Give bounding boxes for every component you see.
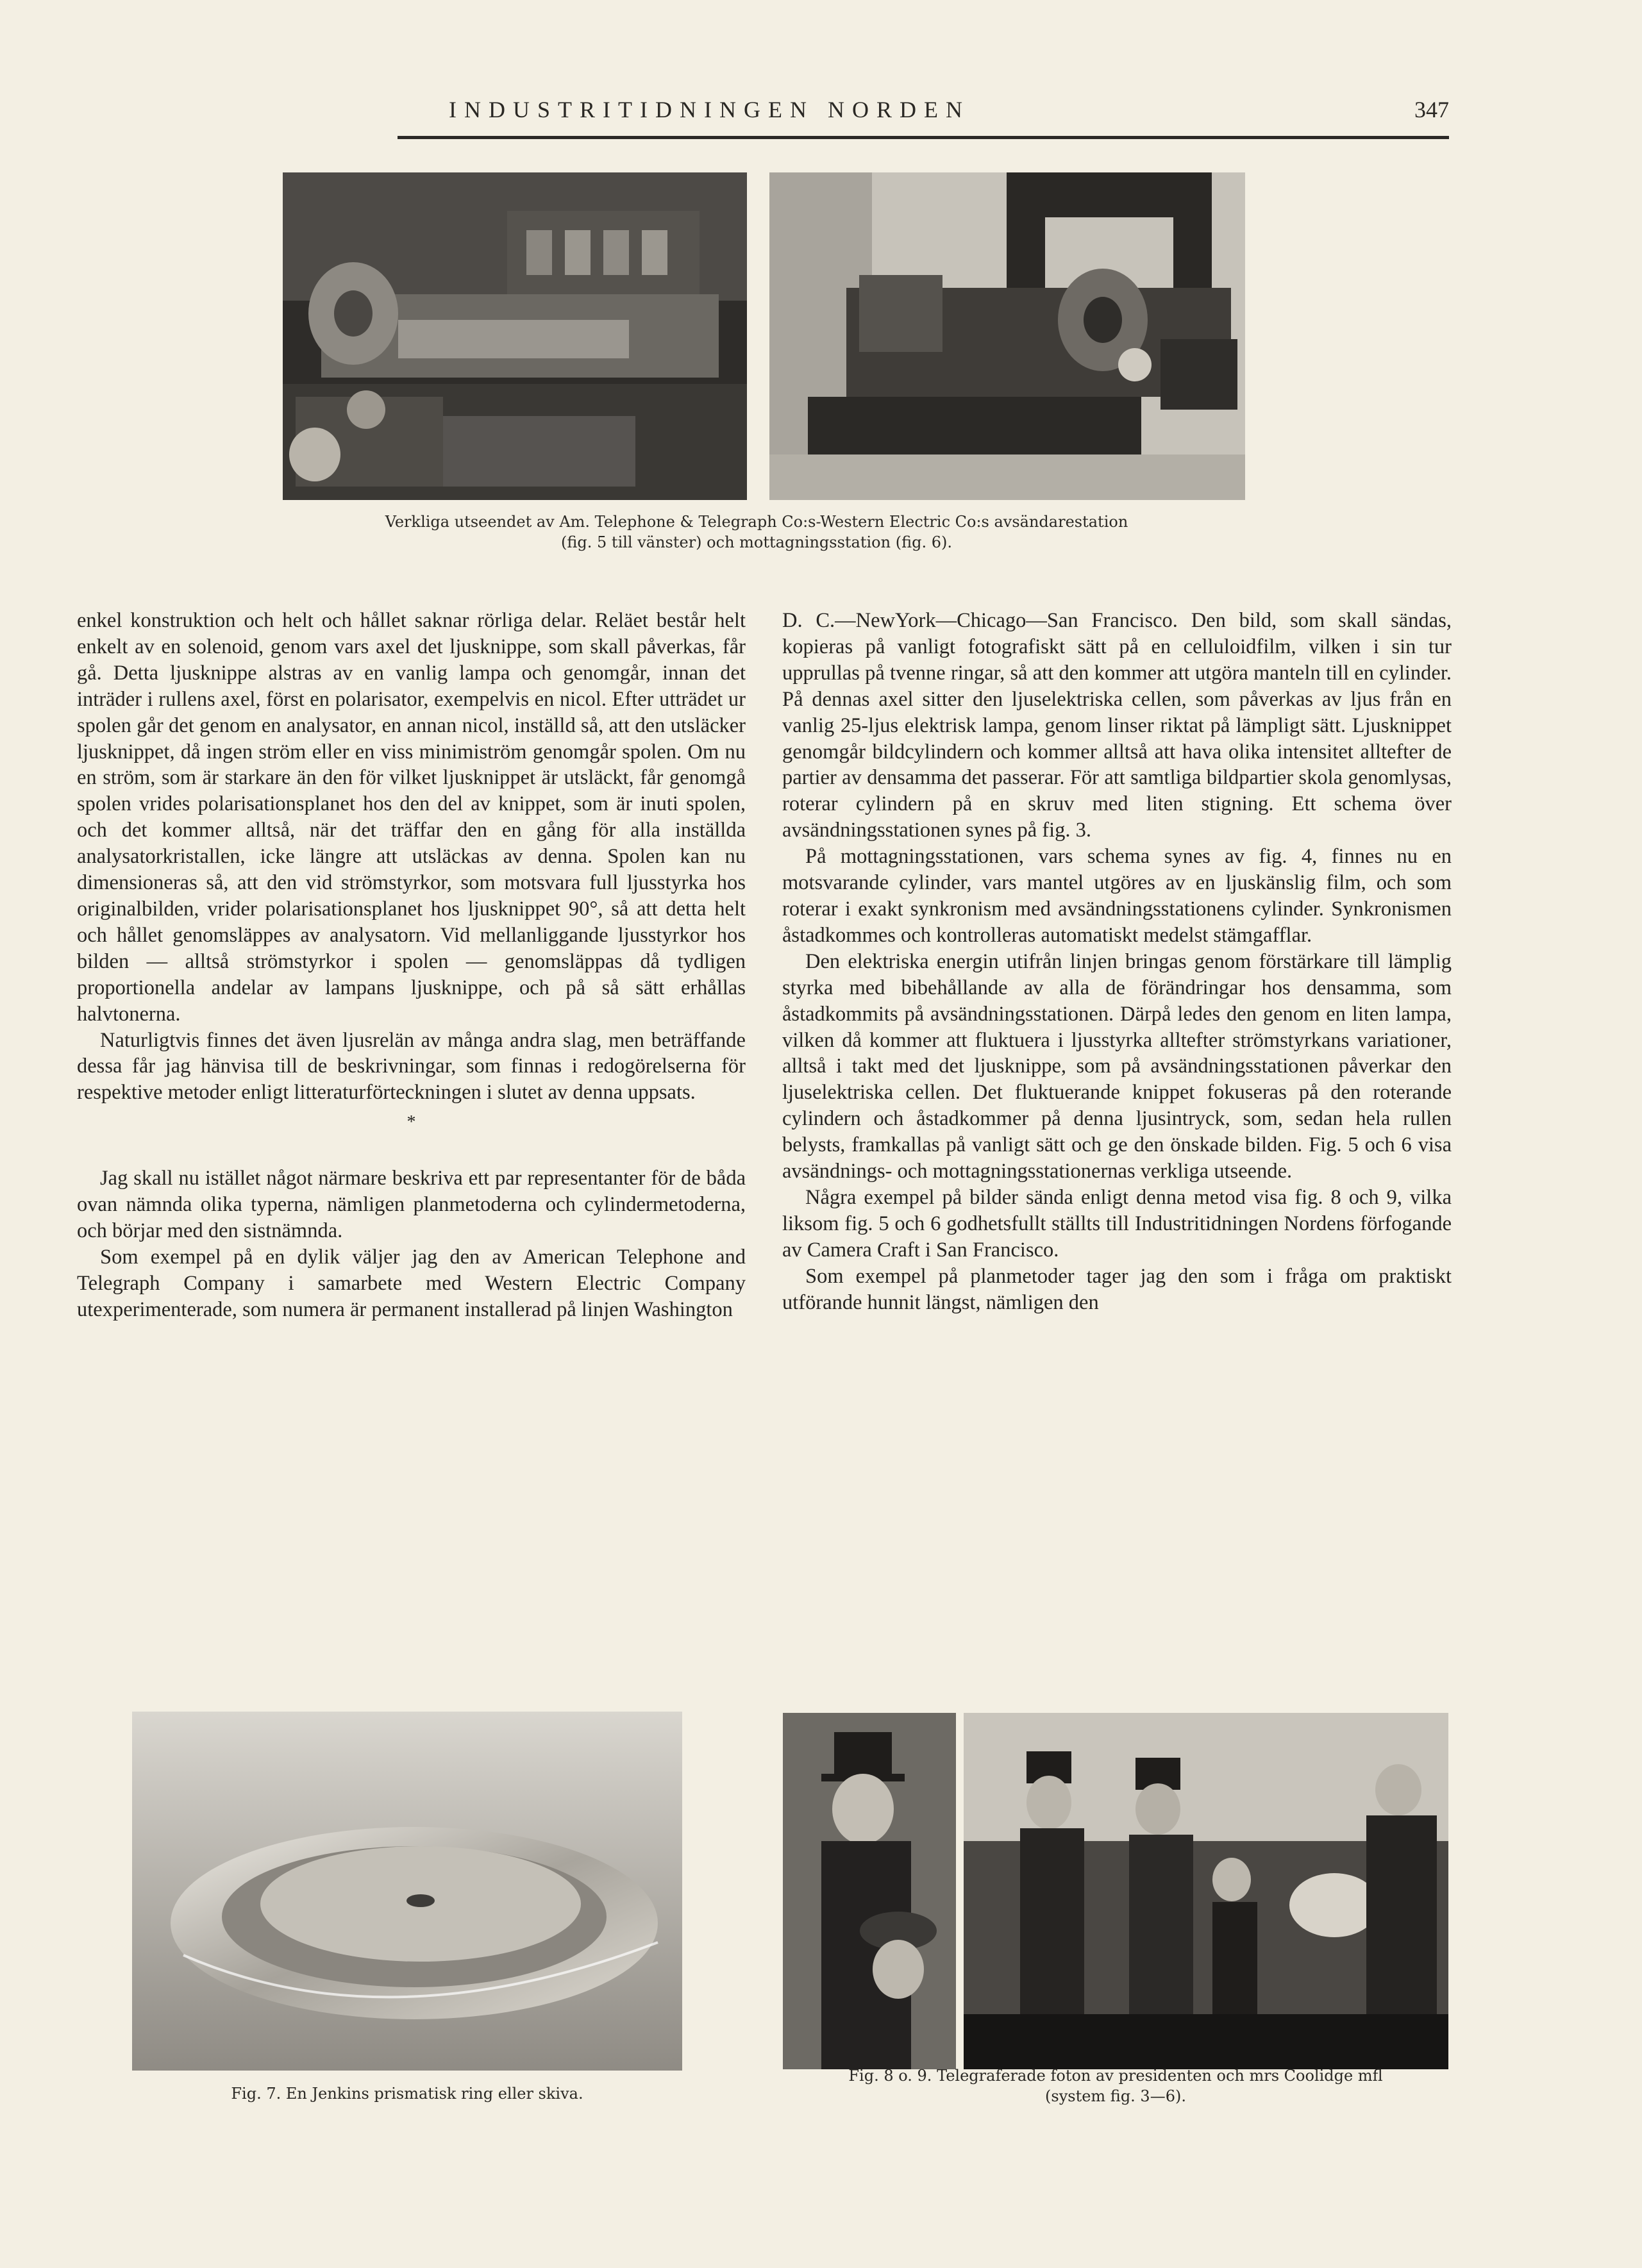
machine-photo-left — [283, 172, 747, 500]
right-paragraph-1: D. C.—NewYork—Chicago—San Francisco. Den bild, som skall sändas, kopieras på vanligt fotografiskt sätt på en celluloidfilm, vilken i sin tur upprullas på tvenne ringar, så att den kommer att utgöra manteln till en cylinder. På dennas axel sitter den ljuselektriska cellen, som påverkas av ljus från en vanlig 25-ljus elektrisk lampa, genom linser riktat på lämpligt sätt. Ljusknippet genomgår bildcylindern och kommer alltså att hava olika intensitet alltefter de partier av densamma det passerar. För att samtliga bildpartier skola genomlysas, roterar cylindern på en skruv med liten stigning. Ett schema över avsändningsstationen synes på fig. 3. — [782, 609, 1452, 842]
left-paragraph-3: Jag skall nu istället något närmare beskriva ett par representanter för de båda ovan nämnda olika typerna, nämligen planmetoderna och cylindermetoderna, och börjar med den sistnämnda. — [77, 1167, 746, 1242]
fig7-caption — [132, 2083, 682, 2104]
fig8-9-caption — [783, 2065, 1448, 2106]
photo-receiving-station — [769, 172, 1245, 500]
section-separator: * — [406, 1112, 416, 1133]
fig7-caption-text: Fig. 7. En Jenkins prismatisk ring eller skiva. — [231, 2085, 583, 2103]
left-text-column — [77, 608, 746, 1323]
journal-title: INDUSTRITIDNINGEN NORDEN — [449, 97, 970, 122]
page-number: 347 — [1414, 97, 1449, 122]
top-figure-caption — [250, 512, 1263, 553]
ring-photo — [132, 1712, 682, 2071]
header-rule — [398, 136, 1449, 139]
machine-photo-right — [769, 172, 1245, 500]
running-header — [449, 96, 1449, 135]
right-paragraph-4: Några exempel på bilder sända enligt denna metod visa fig. 8 och 9, vilka liksom fig. 5 och 6 godhetsfullt ställts till Industritidningen Nordens förfogande av Camera Craft i San Francisco. — [782, 1185, 1452, 1262]
right-paragraph-3: Den elektriska energin utifrån linjen bringas genom förstärkare till lämplig styrka med bibehållande av alla de förändringar hos densamma, som åstadkommits på avsändningsstationen. Därpå ledes den genom en liten lampa, vilken då kommer att fluktuera i ljusstyrka alltefter strömstyrkans variationer, alltså i takt med det ljusknippe, som på avsändningsstationen påverkar den ljuselektriska cellen. Det fluktuerande knippet fokuseras på den roterande cylindern och åstadkommer på denna ljusintryck, som, sedan hela rullen belysts, framkallas på vanligt sätt och ge den önskade bilden. Fig. 5 och 6 visa avsändnings- och mottagningsstationernas verkliga utseende. — [782, 949, 1452, 1183]
fig8-9-caption-line-1: Fig. 8 o. 9. Telegraferade foton av presidenten och mrs Coolidge mfl — [848, 2067, 1383, 2085]
top-caption-line-1: Verkliga utseendet av Am. Telephone & Telegraph Co:s-Western Electric Co:s avsändarestation — [385, 513, 1128, 531]
people-photo — [783, 1713, 1448, 2069]
left-paragraph-1: enkel konstruktion och helt och hållet saknar rörliga delar. Reläet består helt enkelt av en solenoid, genom vars axel det ljusknippe, som skall påverkas, får gå. Detta ljusknippe alstras av en vanlig lampa och genomgår, innan det inträder i rullens axel, först en polarisator, exempelvis en nicol. Efter utträdet ur spolen går det genom en analysator, en annan nicol, inställd så, att den utsläcker ljusknippet, då ingen ström eller en viss minimiström genomgår spolen. Om nu en ström, som är starkare än den för vilket ljusknippet är utsläckt, får genomgå spolen vrides polarisationsplanet hos den del av knippet, som är inuti spolen, och det kommer alltså, när det träffar den en gång för alla inställda analysatorkristallen, icke längre att utsläckas av denna. Spolen kan nu dimensioneras så, att den vid strömstyrkor, som motsvara full ljusstyrka hos originalbilden, vrider polarisationsplanet hos ljusknippet 90°, så att detta helt och hållet genomsläppes av analysatorn. Vid mellanliggande ljusstyrkor hos bilden — alltså strömstyrkor i spolen — genomsläppas då tydligen proportionella andelar av lampans ljusknippe, och på så sätt erhållas halvtonerna. — [77, 609, 746, 1026]
top-caption-line-2: (fig. 5 till vänster) och mottagningsstation (fig. 6). — [561, 533, 952, 551]
right-paragraph-5: Som exempel på planmetoder tager jag den som i fråga om praktiskt utförande hunnit längst, nämligen den — [782, 1264, 1452, 1314]
left-paragraph-2: Naturligtvis finnes det även ljusrelän av många andra slag, men beträffande dessa får jag hänvisa till de beskrivningar, som finnas i redogörelserna för respektive metoder enligt litteraturförteckningen i slutet av denna uppsats. — [77, 1028, 746, 1105]
photo-coolidge — [783, 1713, 1448, 2069]
photo-prismatic-ring — [132, 1712, 682, 2071]
right-paragraph-2: På mottagningsstationen, vars schema synes av fig. 4, finnes nu en motsvarande cylinder, vars mantel utgöres av en ljuskänslig film, och som roterar i exakt synkronism med avsändningsstationens cylinder. Synkronismen åstadkommes och kontrolleras automatiskt medelst stämgafflar. — [782, 845, 1452, 947]
photo-transmitting-station — [283, 172, 747, 500]
left-paragraph-4: Som exempel på en dylik väljer jag den av American Telephone and Telegraph Company i samarbete med Western Electric Company utexperimenterade, som numera är permanent installerad på linjen Washington — [77, 1245, 746, 1321]
fig8-9-caption-line-2: (system fig. 3—6). — [1045, 2087, 1186, 2105]
right-text-column — [782, 608, 1452, 1315]
